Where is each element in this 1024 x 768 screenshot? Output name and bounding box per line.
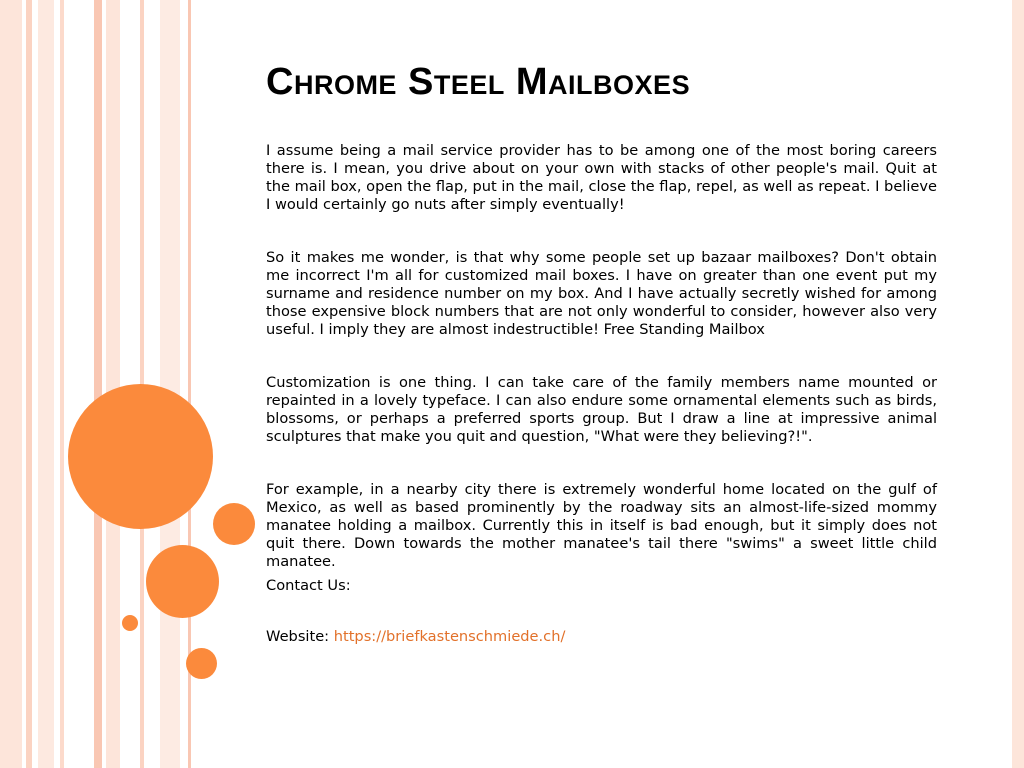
decor-stripe bbox=[60, 0, 64, 768]
website-link[interactable]: https://briefkastenschmiede.ch/ bbox=[333, 628, 566, 645]
decor-stripe bbox=[38, 0, 54, 768]
paragraph-2: So it makes me wonder, is that why some people set up bazaar mailboxes? Don't obtain me incorrect I'm all for customized mail boxes. I have on greater than one event put my surname and residence number on my box. And I have actually secretly wished for among those expensive block numbers that are not only wonderful to consider, however also very useful. I imply they are almost indestructible! Free Standing Mailbox bbox=[266, 249, 937, 338]
decor-stripe bbox=[0, 0, 22, 768]
decor-stripe bbox=[26, 0, 32, 768]
decor-circle-small bbox=[186, 648, 217, 679]
paragraph-4: For example, in a nearby city there is extremely wonderful home located on the gulf of Mexico, as well as based prominently by the roadway sits an almost-life-sized mommy manatee holding a mailbox. Currently this in itself is bad enough, but it simply does not quit there. Down towards the mother manatee's tail there "swims" a sweet little child manatee. bbox=[266, 481, 937, 570]
website-line bbox=[266, 628, 937, 646]
decor-circle-large bbox=[68, 384, 213, 529]
decor-circle-medium bbox=[146, 545, 219, 618]
decor-circle-tiny bbox=[122, 615, 138, 631]
decor-circle-small bbox=[213, 503, 255, 545]
decor-stripe-right bbox=[1012, 0, 1024, 768]
decor-stripe bbox=[94, 0, 102, 768]
website-label: Website: bbox=[266, 628, 334, 645]
decor-stripe bbox=[106, 0, 120, 768]
contact-label: Contact Us: bbox=[266, 577, 351, 594]
slide-content bbox=[266, 58, 937, 646]
paragraph-3: Customization is one thing. I can take care of the family members name mounted or repainted in a lovely typeface. I can also endure some ornamental elements such as birds, blossoms, or perhaps a preferred sports group. But I draw a line at impressive animal sculptures that make you quit and question, "What were they believing?!". bbox=[266, 374, 937, 445]
paragraph-1: I assume being a mail service provider has to be among one of the most boring careers there is. I mean, you drive about on your own with stacks of other people's mail. Quit at the mail box, open the flap, put in the mail, close the flap, repel, as well as repeat. I believe I would certainly go nuts after simply eventually! bbox=[266, 142, 937, 213]
decor-stripe bbox=[160, 0, 180, 768]
page-title: Chrome Steel Mailboxes bbox=[266, 61, 691, 103]
